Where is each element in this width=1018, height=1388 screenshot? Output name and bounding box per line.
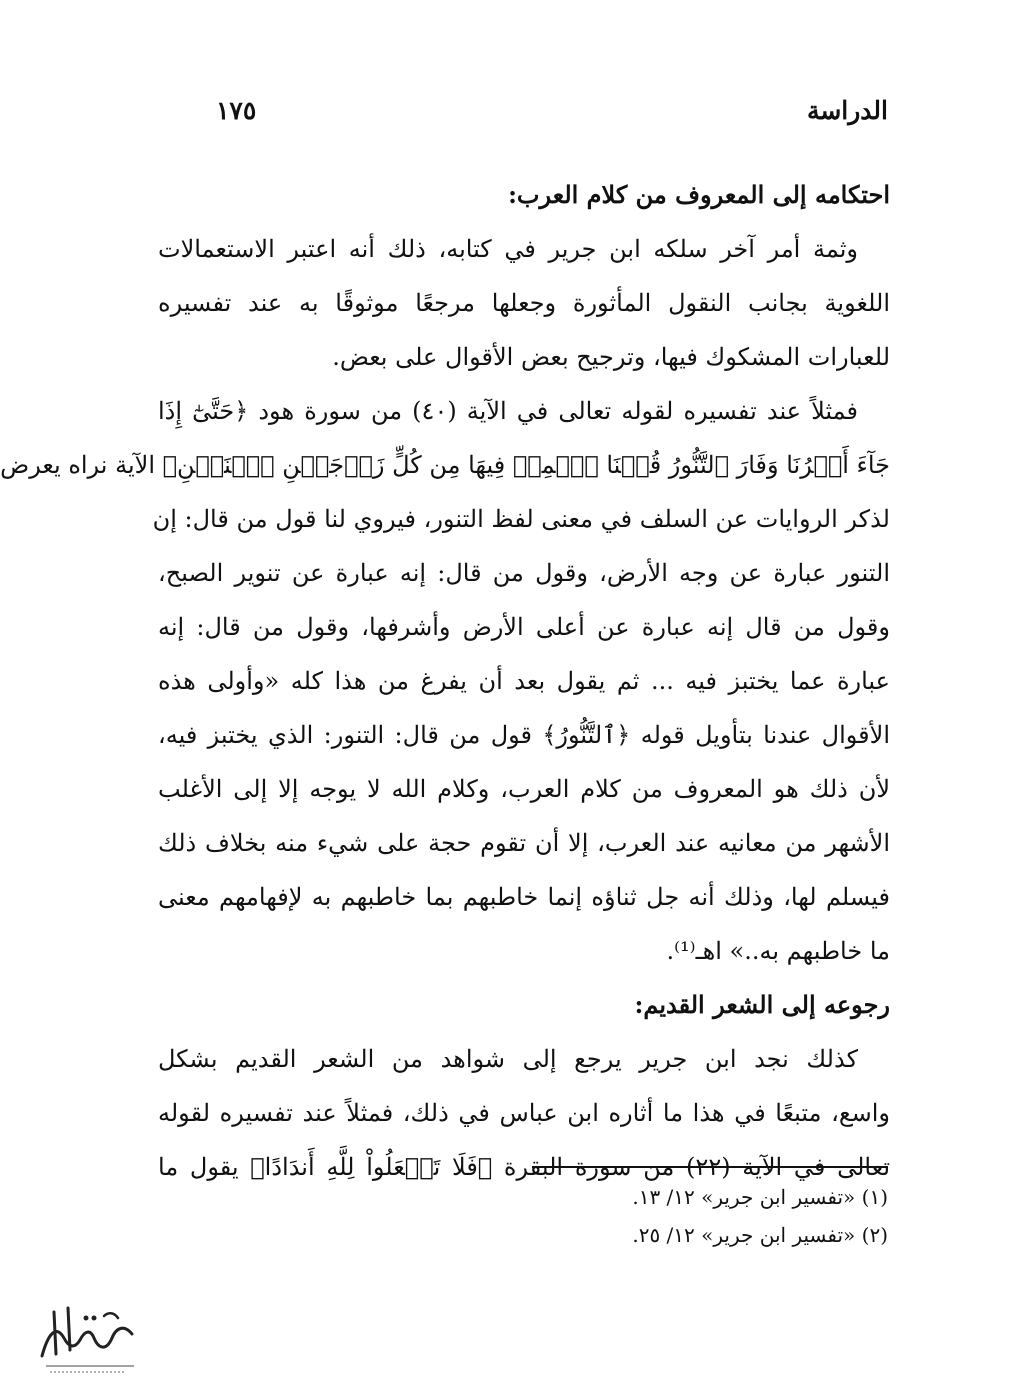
paragraph-line: الأشهر من معانيه عند العرب، إلا أن تقوم حجة على شيء منه بخلاف ذلك: [158, 829, 890, 857]
page-header: [158, 96, 888, 136]
footnote-divider: [532, 1166, 888, 1168]
footnote: (٢) «تفسير ابن جرير» ١٢/ ٢٥.: [632, 1223, 888, 1247]
footnotes: [488, 1178, 888, 1254]
paragraph-line: الأقوال عندنا بتأويل قوله ﴿ٱلتَّنُّورُ﴾ قول من قال: التنور: الذي يختبز فيه،: [158, 721, 890, 749]
paragraph-line: عبارة عما يختبز فيه ... ثم يقول بعد أن يفرغ من هذا كله «وأولى هذه: [158, 667, 890, 695]
body-text: [0, 168, 891, 1194]
section-heading: احتكامه إلى المعروف من كلام العرب:: [508, 180, 890, 209]
paragraph-line: وقول من قال إنه عبارة عن أعلى الأرض وأشرفها، وقول من قال: إنه: [158, 613, 890, 641]
paragraph-line: لأن ذلك هو المعروف من كلام العرب، وكلام الله لا يوجه إلا إلى الأغلب: [158, 775, 891, 803]
paragraph-line: التنور عبارة عن وجه الأرض، وقول من قال: إنه عبارة عن تنوير الصبح،: [158, 559, 890, 587]
calligraphy-logo: [34, 1294, 144, 1376]
paragraph-line: تعالى في الآية (٢٢) من سورة البقرة ﴿فَلَا تَجۡعَلُواْ لِلَّهِ أَندَادًا﴾ يقول ما: [158, 1153, 890, 1181]
paragraph-line: كذلك نجد ابن جرير يرجع إلى شواهد من الشعر القديم بشكل: [158, 1045, 858, 1073]
paragraph-line: واسع، متبعًا في هذا ما أثاره ابن عباس في ذلك، فمثلاً عند تفسيره لقوله: [158, 1099, 890, 1127]
paragraph-line: ما خاطبهم به..» اهـ⁽¹⁾.: [666, 937, 890, 965]
paragraph-line: جَآءَ أَمۡرُنَا وَفَارَ ٱلتَّنُّورُ قُلۡنَا ٱحۡمِلۡ فِيهَا مِن كُلٍّ زَوۡجَيۡنِ ٱثۡنَيۡنِ﴾ الآية نراه يعرض: [0, 451, 890, 479]
paragraph-line: فمثلاً عند تفسيره لقوله تعالى في الآية (٤٠) من سورة هود ﴿حَتَّىٰٓ إِذَا: [158, 397, 859, 425]
footnote: (١) «تفسير ابن جرير» ١٢/ ١٣.: [632, 1185, 888, 1209]
running-title: الدراسة: [806, 96, 888, 125]
paragraph-line: لذكر الروايات عن السلف في معنى لفظ التنور، فيروي لنا قول من قال: إن: [152, 505, 890, 533]
section-heading: رجوعه إلى الشعر القديم:: [634, 990, 890, 1019]
page-number: ١٧٥: [216, 96, 257, 125]
paragraph-line: للعبارات المشكوك فيها، وترجيح بعض الأقوال على بعض.: [332, 343, 890, 371]
paragraph-line: فيسلم لها، وذلك أنه جل ثناؤه إنما خاطبهم بما خاطبهم به لإفهامهم معنى: [158, 883, 890, 911]
paragraph-line: اللغوية بجانب النقول المأثورة وجعلها مرجعًا موثوقًا به عند تفسيره: [158, 289, 890, 317]
paragraph-line: وثمة أمر آخر سلكه ابن جرير في كتابه، ذلك أنه اعتبر الاستعمالات: [158, 235, 858, 263]
